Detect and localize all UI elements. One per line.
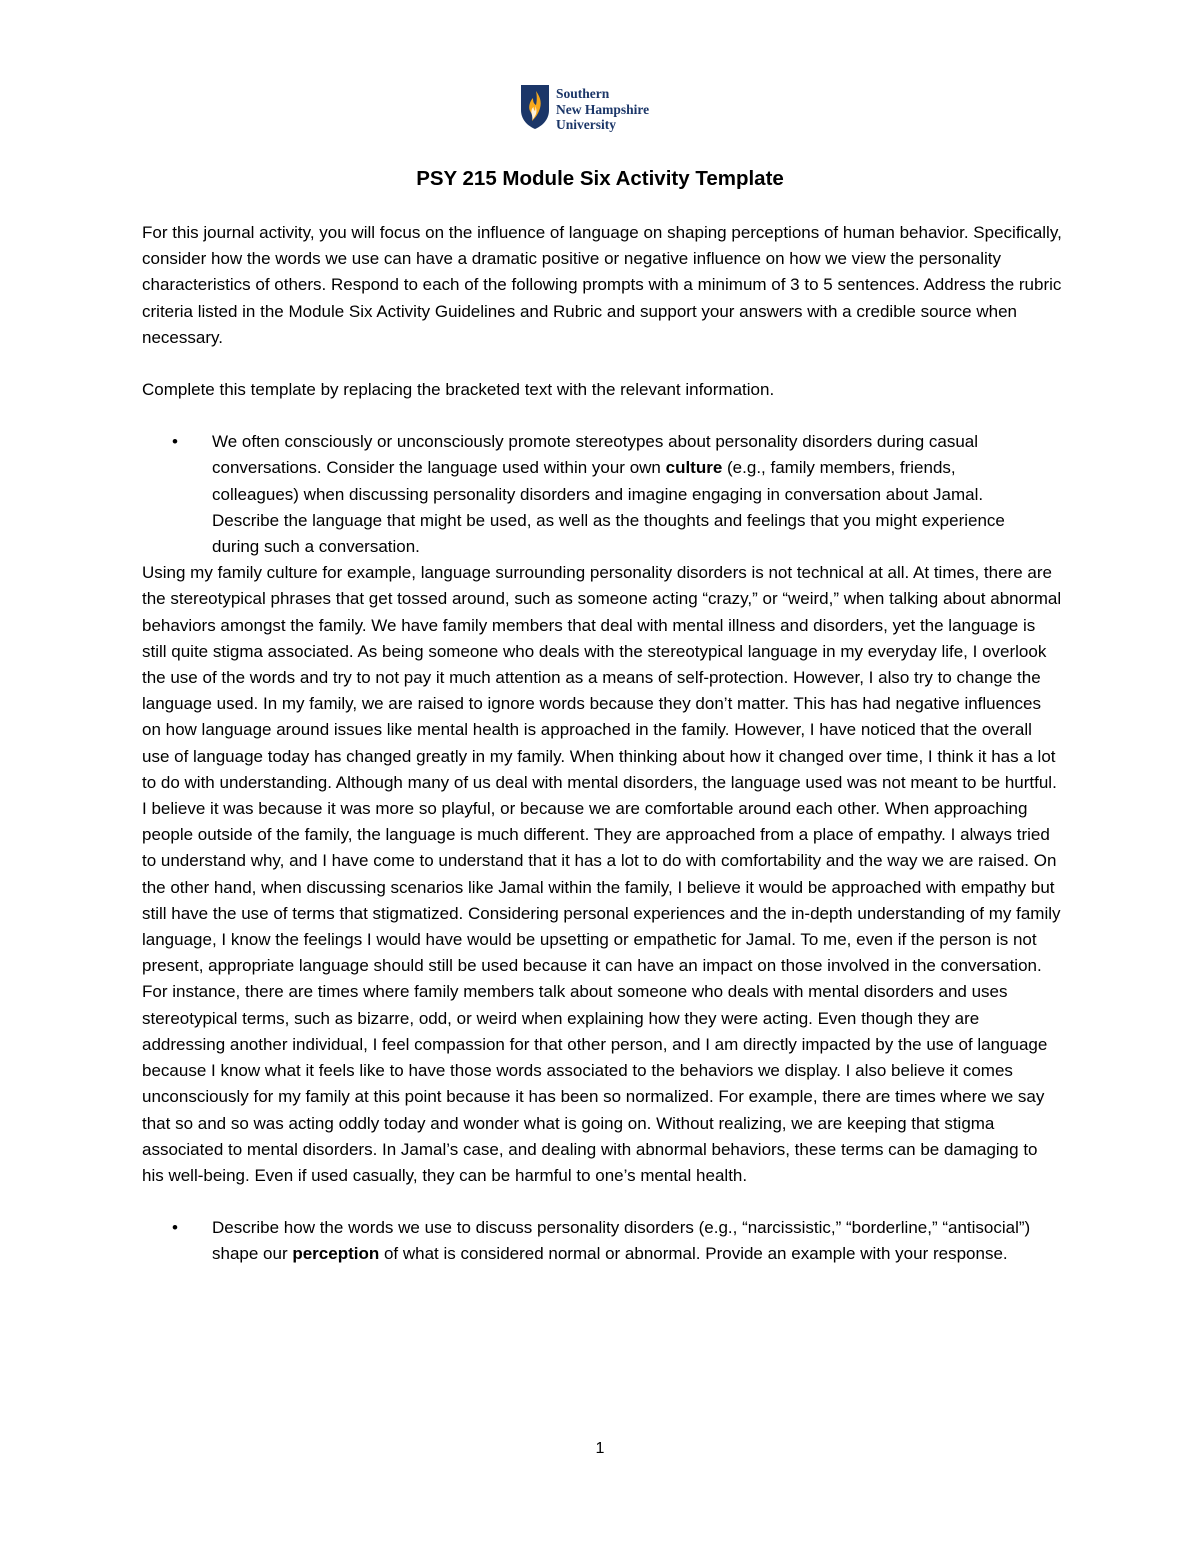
paragraph-spacer	[142, 1189, 1062, 1215]
university-logo	[520, 84, 649, 133]
prompt-2-text-after: of what is considered normal or abnormal. Provide an example with your response.	[379, 1244, 1008, 1264]
logo-line-2: New Hampshire	[556, 101, 650, 117]
prompt-1-text-after: (e.g., family members, friends, colleagues) when discussing personality disorders and imagine engaging in conversation about Jamal. Describe the language that might be used, as well as the thoughts and feelings that you might experience during such a conversation.	[212, 458, 1005, 557]
university-name	[556, 86, 649, 133]
answer-1: Using my family culture for example, language surrounding personality disorders is not technical at all. At times, there are the stereotypical phrases that get tossed around, such as someone acting “crazy,” or “weird,” when talking about abnormal behaviors amongst the family. We have family members that deal with mental illness and disorders, yet the language is still quite stigma associated. As being someone who deals with the stereotypical language in my everyday life, I overlook the use of the words and try to not pay it much attention as a means of self-protection. However, I also try to change the language used. In my family, we are raised to ignore words because they don’t matter. This has had negative influences on how language around issues like mental health is approached in the family. However, I have noticed that the overall use of language today has changed greatly in my family. When thinking about how it changed over time, I think it has a lot to do with understanding. Although many of us deal with mental disorders, the language used was not meant to be hurtful. I believe it was because it was more so playful, or because we are comfortable around each other. When approaching people outside of the family, the language is much different. They are approached from a place of empathy. I always tried to understand why, and I have come to understand that it has a lot to do with comfortability and the way we are raised. On the other hand, when discussing scenarios like Jamal within the family, I believe it would be approached with empathy but still have the use of terms that stigmatized. Considering personal experiences and the in-depth understanding of my family language, I know the feelings I would have would be upsetting or empathetic for Jamal. To me, even if the person is not present, appropriate language should still be used because it can have an impact on those involved in the conversation. For instance, there are times where family members talk about someone who deals with mental disorders and uses stereotypical terms, such as bizarre, odd, or weird when explaining how they were acting. Even though they are addressing another individual, I feel compassion for that other person, and I am directly impacted by the use of language because I know what it feels like to have those words associated to the behaviors we display. I also believe it comes unconsciously for my family at this point because it has been so normalized. For example, there are times where we say that so and so was acting oddly today and wonder what is going on. Without realizing, we are keeping that stigma associated to mental disorders. In Jamal’s case, and dealing with abnormal behaviors, these terms can be damaging to his well-being. Even if used casually, they can be harmful to one’s mental health.	[142, 563, 1062, 1185]
shield-flame-icon	[520, 84, 550, 130]
prompt-1-emphasis: culture	[665, 458, 723, 478]
paragraph-spacer	[142, 351, 1062, 377]
page-number: 1	[595, 1440, 605, 1457]
document-title: PSY 215 Module Six Activity Template	[416, 167, 784, 190]
prompt-2	[142, 1215, 1062, 1267]
paragraph-spacer	[142, 403, 1062, 429]
prompt-2-emphasis: perception	[292, 1244, 380, 1264]
logo-line-3: University	[556, 117, 616, 132]
bullet-icon: •	[172, 432, 178, 452]
prompt-1	[142, 429, 1062, 560]
bullet-icon: •	[172, 1218, 178, 1238]
document-body	[142, 220, 1062, 1268]
logo-line-1: Southern	[556, 86, 610, 101]
prompt-1-text-before: We often consciously or unconsciously promote stereotypes about personality disorders during casual conversations. Consider the language used within your own	[212, 432, 979, 478]
prompt-2-text-before: Describe how the words we use to discuss personality disorders (e.g., “narcissistic,” “borderline,” “antisocial”) shape our	[212, 1218, 1031, 1264]
intro-paragraph: For this journal activity, you will focus on the influence of language on shaping perceptions of human behavior. Specifically, consider how the words we use can have a dramatic positive or negative influence on how we view the personality characteristics of others. Respond to each of the following prompts with a minimum of 3 to 5 sentences. Address the rubric criteria listed in the Module Six Activity Guidelines and Rubric and support your answers with a credible source when necessary.	[142, 223, 1062, 347]
instruction-paragraph: Complete this template by replacing the bracketed text with the relevant information.	[142, 380, 775, 400]
